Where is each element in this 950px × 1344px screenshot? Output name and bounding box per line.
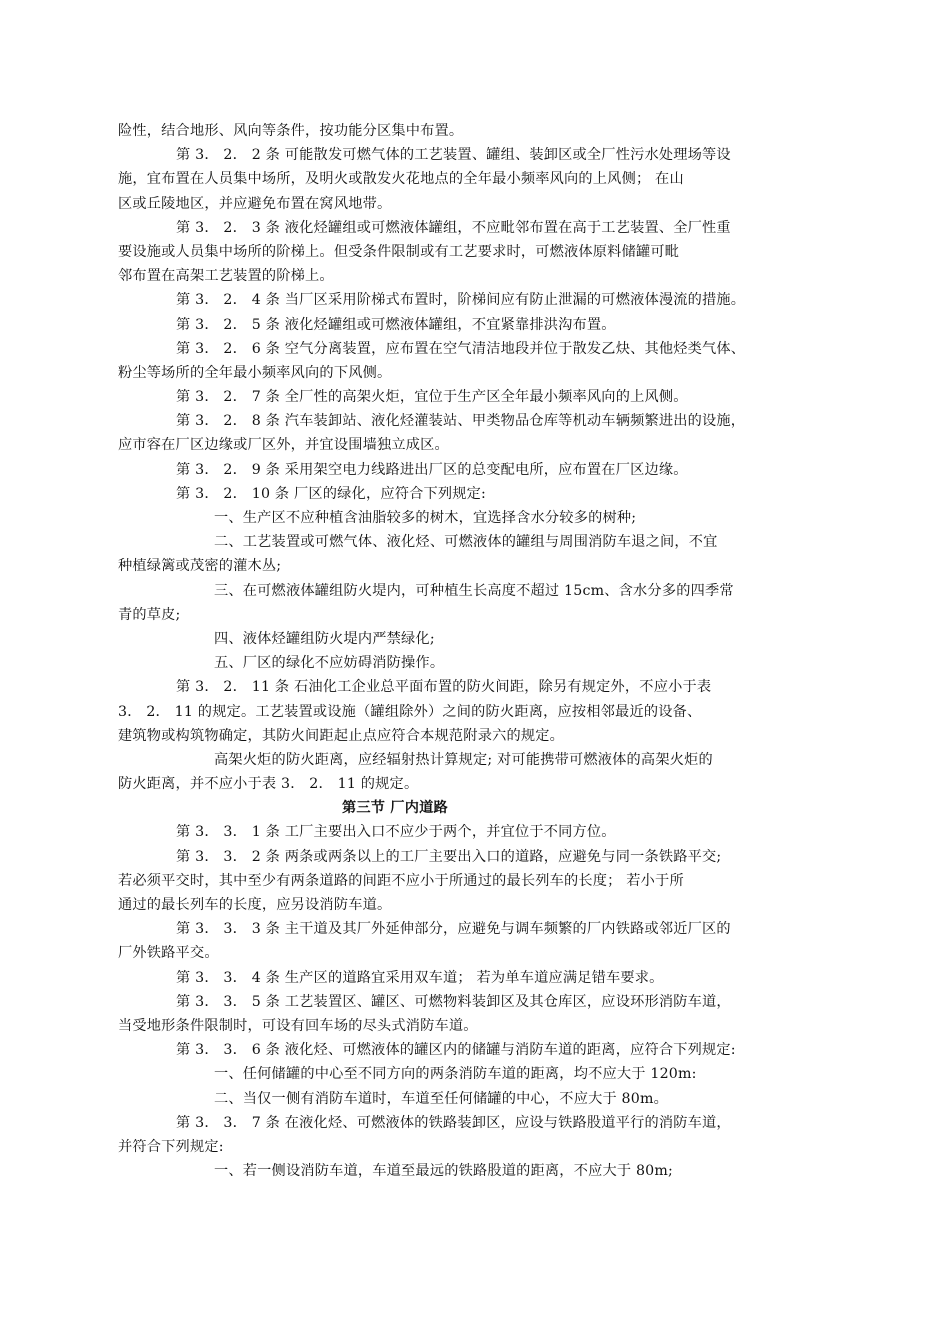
text-line: 邻布置在高架工艺装置的阶梯上。 [118, 268, 334, 285]
text-line: 厂外铁路平交。 [118, 945, 219, 962]
text-line: 三、在可燃液体罐组防火堤内，可种植生长高度不超过 15cm、含水分多的四季常 [214, 582, 734, 599]
text-line: 第 3． 2． 9 条 采用架空电力线路进出厂区的总变配电所，应布置在厂区边缘。 [176, 461, 688, 478]
text-line: 第 3． 2． 8 条 汽车装卸站、液化烃灌装站、甲类物品仓库等机动车辆频繁进出的设施， [176, 413, 746, 430]
text-line: 第 3． 2． 6 条 空气分离装置，应布置在空气清洁地段并位于散发乙炔、其他烃类气体、 [176, 340, 746, 357]
section-heading: 第三节 厂内道路 [342, 800, 448, 817]
text-line: 当受地形条件限制时，可设有回车场的尽头式消防车道。 [118, 1017, 478, 1034]
text-line: 第 3． 2． 10 条 厂区的绿化，应符合下列规定: [176, 485, 487, 502]
text-line: 第 3． 2． 2 条 可能散发可燃气体的工艺装置、罐组、装卸区或全厂性污水处理场等设 [176, 147, 731, 164]
text-line: 青的草皮; [118, 606, 181, 623]
text-line: 第 3． 2． 7 条 全厂性的高架火炬，宜位于生产区全年最小频率风向的上风侧。 [176, 389, 688, 406]
text-line: 一、生产区不应种植含油脂较多的树木，宜选择含水分较多的树种; [214, 510, 637, 526]
text-line: 粉尘等场所的全年最小频率风向的下风侧。 [118, 364, 392, 381]
text-line: 施，宜布置在人员集中场所，及明火或散发火花地点的全年最小频率风向的上风侧； 在山 [118, 171, 684, 188]
text-line: 高架火炬的防火距离，应经辐射热计算规定; 对可能携带可燃液体的高架火炬的 [214, 751, 713, 768]
text-line: 第 3． 3． 5 条 工艺装置区、罐区、可燃物料装卸区及其仓库区，应设环形消防车道， [176, 993, 731, 1010]
text-line: 第 3． 3． 3 条 主干道及其厂外延伸部分，应避免与调车频繁的厂内铁路或邻近厂区的 [176, 921, 731, 938]
text-line: 防火距离，并不应小于表 3． 2． 11 的规定。 [118, 776, 419, 793]
text-line: 第 3． 3． 7 条 在液化烃、可燃液体的铁路装卸区，应设与铁路股道平行的消防车道， [176, 1114, 731, 1131]
text-line: 第 3． 2． 4 条 当厂区采用阶梯式布置时，阶梯间应有防止泄漏的可燃液体漫流的措施。 [176, 292, 746, 309]
document-body [118, 119, 830, 1183]
text-line: 第 3． 3． 2 条 两条或两条以上的工厂主要出入口的道路，应避免与同一条铁路平交; [176, 848, 722, 865]
text-line: 第 3． 2． 3 条 液化烃罐组或可燃液体罐组，不应毗邻布置在高于工艺装置、全厂性重 [176, 219, 731, 236]
text-line: 二、当仅一侧有消防车道时，车道至任何储罐的中心，不应大于 80m。 [214, 1090, 669, 1107]
text-line: 要设施或人员集中场所的阶梯上。但受条件限制或有工艺要求时，可燃液体原料储罐可毗 [118, 243, 680, 260]
text-line: 四、液体烃罐组防火堤内严禁绿化; [214, 630, 435, 647]
text-line: 3． 2． 11 的规定。工艺装置或设施（罐组除外）之间的防火距离，应按相邻最近的设备、 [118, 703, 702, 720]
text-line: 一、任何储罐的中心至不同方向的两条消防车道的距离，均不应大于 120m: [214, 1066, 697, 1083]
text-line: 第 3． 3． 6 条 液化烃、可燃液体的罐区内的储罐与消防车道的距离，应符合下列规定: [176, 1042, 736, 1059]
text-line: 并符合下列规定: [118, 1138, 224, 1155]
text-line: 第 3． 3． 1 条 工厂主要出入口不应少于两个，并宜位于不同方位。 [176, 824, 616, 841]
text-line: 种植绿篱或茂密的灌木丛; [118, 558, 282, 575]
text-line: 第 3． 3． 4 条 生产区的道路宜采用双车道； 若为单车道应满足错车要求。 [176, 969, 664, 986]
text-line: 建筑物或构筑物确定，其防火间距起止点应符合本规范附录六的规定。 [118, 727, 565, 744]
text-line: 通过的最长列车的长度，应另设消防车道。 [118, 897, 392, 913]
text-line: 若必须平交时，其中至少有两条道路的间距不应小于所通过的最长列车的长度； 若小于所 [118, 872, 684, 889]
text-line: 应市容在厂区边缘或厂区外，并宜设围墙独立成区。 [118, 437, 449, 454]
text-line: 五、厂区的绿化不应妨碍消防操作。 [214, 655, 445, 672]
text-line: 区或丘陵地区，并应避免布置在窝风地带。 [118, 195, 392, 212]
text-line: 一、若一侧设消防车道，车道至最远的铁路股道的距离，不应大于 80m; [214, 1163, 674, 1180]
text-line: 险性，结合地形、风向等条件，按功能分区集中布置。 [118, 123, 464, 139]
text-line: 二、工艺装置或可燃气体、液化烃、可燃液体的罐组与周围消防车退之间，不宜 [214, 534, 718, 551]
text-line: 第 3． 2． 5 条 液化烃罐组或可燃液体罐组，不宜紧靠排洪沟布置。 [176, 316, 616, 333]
text-line: 第 3． 2． 11 条 石油化工企业总平面布置的防火间距，除另有规定外，不应小于表 [176, 679, 712, 696]
